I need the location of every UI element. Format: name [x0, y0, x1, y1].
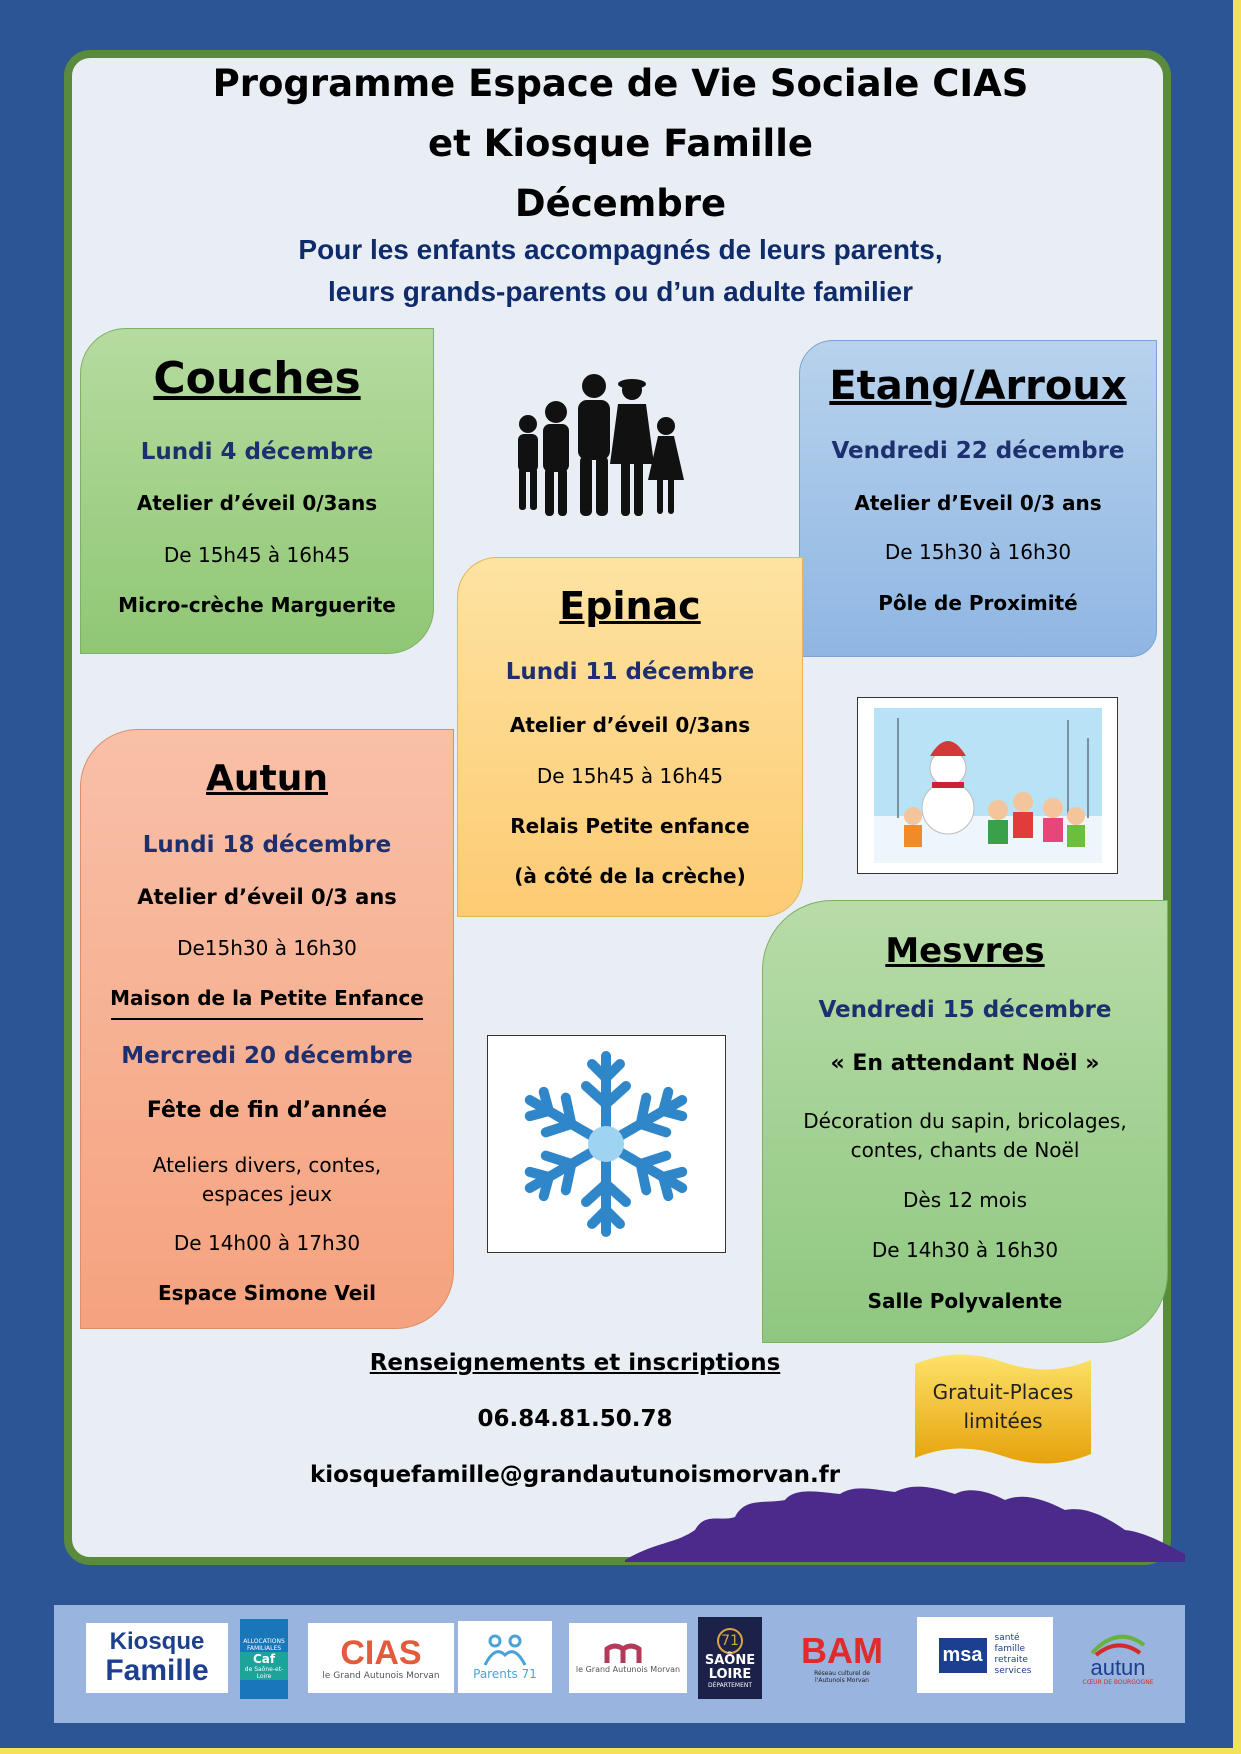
card-time: De 15h45 à 16h45: [536, 764, 724, 788]
caf-logo: ALLOCATIONS FAMILIALES Caf de Saône-et-Loire: [240, 1619, 288, 1699]
msa-logo: msa santé famille retraite services: [917, 1617, 1053, 1693]
title-line-2: et Kiosque Famille: [427, 122, 814, 165]
subtitle-line-1: Pour les enfants accompagnés de leurs parents,: [298, 234, 943, 265]
card-age: Dès 12 mois: [903, 1188, 1027, 1212]
snowman-kids-illustration-icon: [858, 698, 1117, 873]
bam-logo: BAM Réseau culturel de l'Autunois Morvan: [801, 1630, 883, 1684]
card-epinac: [457, 557, 803, 917]
family-silhouette-icon: [508, 372, 690, 518]
card-place: Micro-crèche Marguerite: [118, 593, 396, 617]
contact-email[interactable]: kiosquefamille@grandautunoismorvan.fr: [309, 1462, 841, 1488]
card-autun: [80, 729, 454, 1329]
card-date: Vendredi 22 décembre: [831, 438, 1125, 464]
purple-wave-decoration: [625, 1482, 1185, 1562]
card-title: Mesvres: [885, 931, 1045, 971]
card-title: Autun: [206, 758, 328, 799]
card-place: Relais Petite enfance: [510, 814, 750, 838]
title-line-3: Décembre: [514, 182, 727, 225]
card-activity: Atelier d’éveil 0/3ans: [136, 491, 378, 515]
card-etang-arroux: [799, 340, 1157, 657]
card-detail-2b: espaces jeux: [201, 1182, 333, 1206]
card-divider: [111, 1018, 423, 1020]
card-date: Lundi 11 décembre: [505, 659, 755, 685]
partner-logos-strip: [54, 1605, 1185, 1723]
banner-line-2: limitées: [963, 1409, 1043, 1433]
grand-autunois-morvan-logo: le Grand Autunois Morvan: [569, 1623, 687, 1693]
card-place-2: Espace Simone Veil: [157, 1281, 377, 1305]
title-line-1: Programme Espace de Vie Sociale CIAS: [212, 62, 1029, 105]
card-time: De 15h30 à 16h30: [884, 540, 1072, 564]
parents71-logo: Parents 71: [458, 1621, 552, 1693]
card-time: De 15h45 à 16h45: [163, 543, 351, 567]
kiosque-famille-logo: Kiosque Famille: [86, 1623, 228, 1693]
card-title: Couches: [153, 353, 361, 404]
card-detail-2a: Ateliers divers, contes,: [152, 1153, 382, 1177]
snowman-picture: [857, 697, 1118, 874]
card-place: Pôle de Proximité: [878, 591, 1078, 615]
card-detail-a: Décoration du sapin, bricolages,: [803, 1109, 1127, 1133]
card-title: Etang/Arroux: [829, 363, 1127, 409]
card-time: De 14h30 à 16h30: [871, 1238, 1059, 1262]
card-activity-1: Atelier d’éveil 0/3 ans: [137, 885, 397, 909]
card-detail-b: contes, chants de Noël: [850, 1138, 1080, 1162]
card-mesvres: [762, 900, 1168, 1343]
snowflake-picture: [487, 1035, 726, 1253]
saone-et-loire-logo: 71 SAÔNE LOIRE DÉPARTEMENT: [698, 1617, 762, 1699]
free-places-text: [913, 1378, 1093, 1436]
card-time-2: De 14h00 à 17h30: [173, 1231, 361, 1255]
card-event: « En attendant Noël »: [830, 1051, 1100, 1076]
card-activity: Atelier d’éveil 0/3ans: [509, 713, 751, 737]
card-date-2: Mercredi 20 décembre: [121, 1043, 413, 1069]
card-time-1: De15h30 à 16h30: [177, 936, 357, 960]
card-place-note: (à côté de la crèche): [514, 864, 746, 888]
contact-heading: Renseignements et inscriptions: [369, 1350, 781, 1376]
card-couches: [80, 328, 434, 654]
cias-logo: CIAS le Grand Autunois Morvan: [308, 1623, 454, 1693]
card-date: Vendredi 15 décembre: [818, 997, 1112, 1023]
card-activity: Atelier d’Eveil 0/3 ans: [854, 491, 1102, 515]
subtitle-line-2: leurs grands-parents ou d’un adulte familier: [328, 276, 913, 307]
card-title: Epinac: [559, 584, 701, 628]
autun-city-logo: autun CŒUR DE BOURGOGNE: [1072, 1623, 1164, 1693]
card-date-1: Lundi 18 décembre: [142, 832, 392, 858]
card-date: Lundi 4 décembre: [140, 439, 374, 465]
banner-line-1: Gratuit-Places: [932, 1380, 1074, 1404]
snowflake-icon: [488, 1036, 725, 1252]
yellow-edge-bottom: [0, 1748, 1241, 1754]
contact-phone[interactable]: 06.84.81.50.78: [477, 1406, 673, 1432]
card-place: Salle Polyvalente: [867, 1289, 1063, 1313]
card-activity-2: Fête de fin d’année: [146, 1098, 388, 1123]
card-place-1: Maison de la Petite Enfance: [110, 986, 424, 1010]
